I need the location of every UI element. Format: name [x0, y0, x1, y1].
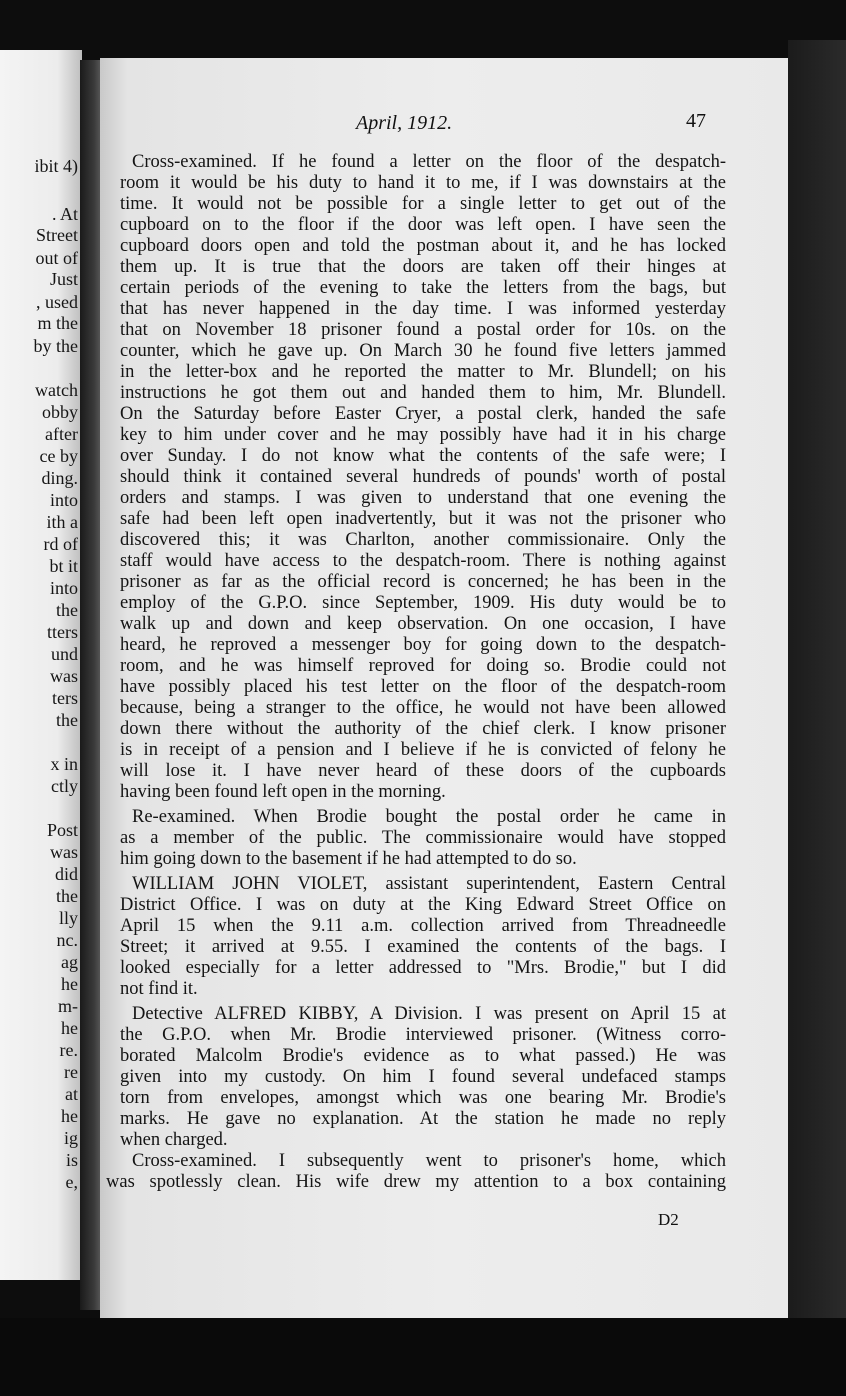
text-line: staff would have access to the despatch-room. There is nothing against: [120, 551, 726, 571]
page-number: 47: [686, 110, 706, 132]
facing-page-fragment: tters: [47, 622, 78, 642]
facing-page-fragment: ce by: [39, 446, 78, 466]
scan-background: [0, 1318, 846, 1396]
text-line: Cross-examined. If he found a letter on the floor of the despatch-: [132, 152, 726, 172]
text-line: the G.P.O. when Mr. Brodie interviewed prisoner. (Witness corro-: [120, 1025, 726, 1045]
text-line: time. It would not be possible for a single letter to get out of the: [120, 194, 726, 214]
text-line: Detective ALFRED KIBBY, A Division. I was present on April 15 at: [132, 1004, 726, 1024]
facing-page-fragment: ag: [61, 952, 78, 972]
facing-page-fragment: into: [49, 578, 78, 598]
facing-page-fragment: e,: [65, 1172, 78, 1192]
facing-page-fragment: was: [50, 842, 78, 862]
facing-page-fragment: re.: [59, 1040, 78, 1060]
facing-page-fragment: rd of: [43, 534, 78, 554]
facing-page-fragment: obby: [42, 402, 78, 422]
text-line: when charged.: [120, 1130, 228, 1150]
text-line: April 15 when the 9.11 a.m. collection arrived from Threadneedle: [120, 916, 726, 936]
page-edge-shadow: [788, 40, 846, 1330]
text-line: them up. It is true that the doors are taken off their hinges at: [120, 257, 726, 277]
facing-page-fragment: ctly: [51, 776, 78, 796]
facing-page-fragment: the: [56, 710, 78, 730]
text-line: because, being a stranger to the office, he would not have been allowed: [120, 698, 726, 718]
text-line: certain periods of the evening to take the letters from the bags, but: [120, 278, 726, 298]
text-line: in the letter-box and he reported the matter to Mr. Blundell; on his: [120, 362, 726, 382]
facing-page-fragment: re: [64, 1062, 78, 1082]
text-line: Street; it arrived at 9.55. I examined the contents of the bags. I: [120, 937, 726, 957]
text-line: heard, he reproved a messenger boy for going down to the despatch-: [120, 635, 726, 655]
facing-page-fragment: at: [65, 1084, 78, 1104]
facing-page-fragment: Just: [49, 269, 78, 289]
signature-mark: D2: [658, 1210, 679, 1229]
text-line: Re-examined. When Brodie bought the postal order he came in: [132, 807, 726, 827]
text-line: down there without the authority of the chief clerk. I know prisoner: [120, 719, 726, 739]
facing-page-fragment: ig: [63, 1128, 78, 1148]
facing-page-fragment: ding.: [41, 468, 78, 488]
text-line: looked especially for a letter addressed to "Mrs. Brodie," but I did: [120, 958, 726, 978]
text-line: instructions he got them out and handed them to him, Mr. Blundell.: [120, 383, 726, 403]
facing-page-fragment: is: [65, 1150, 78, 1170]
facing-page-fragment: bt it: [49, 556, 78, 576]
text-line: having been found left open in the morning.: [120, 782, 446, 802]
text-line: as a member of the public. The commissionaire would have stopped: [120, 828, 726, 848]
facing-page-fragment: ters: [52, 688, 78, 708]
text-line: walk up and down and keep observation. On one occasion, I have: [120, 614, 726, 634]
facing-page-fragment: Street: [36, 225, 78, 245]
text-line: room, and he was himself reproved for doing so. Brodie could not: [120, 656, 726, 676]
facing-page-fragment: he: [61, 974, 78, 994]
text-line: employ of the G.P.O. since September, 1909. His duty would be to: [120, 593, 726, 613]
text-line: was spotlessly clean. His wife drew my attention to a box containing: [106, 1172, 726, 1192]
text-line: should think it contained several hundreds of pounds' worth of postal: [120, 467, 726, 487]
facing-page-fragment: he: [61, 1018, 78, 1038]
text-line: not find it.: [120, 979, 198, 999]
text-line: WILLIAM JOHN VIOLET, assistant superintendent, Eastern Central: [132, 874, 726, 894]
facing-page-fragment: by the: [33, 336, 78, 356]
facing-page-fragment: m-: [58, 996, 78, 1016]
facing-page-fragment: was: [50, 666, 78, 686]
facing-page-fragment: the: [56, 886, 78, 906]
facing-page-fragment: x in: [50, 754, 78, 774]
facing-page-fragment: into: [49, 490, 78, 510]
text-line: him going down to the basement if he had attempted to do so.: [120, 849, 577, 869]
facing-page: [0, 50, 82, 1280]
text-line: orders and stamps. I was given to understand that one evening the: [120, 488, 726, 508]
text-line: Cross-examined. I subsequently went to prisoner's home, which: [132, 1151, 726, 1171]
text-line: torn from envelopes, amongst which was one bearing Mr. Brodie's: [120, 1088, 726, 1108]
text-line: is in receipt of a pension and I believe if he is convicted of felony he: [120, 740, 726, 760]
facing-page-fragment: he: [61, 1106, 78, 1126]
text-line: District Office. I was on duty at the King Edward Street Office on: [120, 895, 726, 915]
facing-page-fragment: did: [54, 864, 78, 884]
running-head-date: April, 1912.: [356, 112, 453, 134]
text-line: prisoner as far as the official record is concerned; he has been in the: [120, 572, 726, 592]
text-line: marks. He gave no explanation. At the station he made no reply: [120, 1109, 726, 1129]
text-line: counter, which he gave up. On March 30 he found five letters jammed: [120, 341, 726, 361]
facing-page-fragment: after: [45, 424, 78, 444]
text-line: borated Malcolm Brodie's evidence as to what passed.) He was: [120, 1046, 726, 1066]
facing-page-fragment: lly: [58, 908, 78, 928]
text-line: On the Saturday before Easter Cryer, a postal clerk, handed the safe: [120, 404, 726, 424]
text-line: that on November 18 prisoner found a postal order for 10s. on the: [120, 320, 726, 340]
facing-page-fragment: out of: [35, 248, 78, 268]
facing-page-fragment: ith a: [46, 512, 78, 532]
text-line: that has never happened in the day time. I was informed yesterday: [120, 299, 726, 319]
text-line: room it would be his duty to hand it to me, if I was downstairs at the: [120, 173, 726, 193]
facing-page-fragment: Post: [46, 820, 78, 840]
text-line: given into my custody. On him I found several undefaced stamps: [120, 1067, 726, 1087]
facing-page-fragment: , used: [36, 292, 78, 312]
text-line: will lose it. I have never heard of these doors of the cupboards: [120, 761, 726, 781]
text-line: have possibly placed his test letter on the floor of the despatch-room: [120, 677, 726, 697]
facing-page-fragment: the: [56, 600, 78, 620]
facing-page-fragment: ibit 4): [34, 156, 78, 176]
text-line: cupboard on to the floor if the door was left open. I have seen the: [120, 215, 726, 235]
text-line: over Sunday. I do not know what the contents of the safe were; I: [120, 446, 726, 466]
facing-page-fragment: m the: [37, 313, 78, 333]
text-line: key to him under cover and he may possibly have had it in his charge: [120, 425, 726, 445]
text-line: discovered this; it was Charlton, another commissionaire. Only the: [120, 530, 726, 550]
facing-page-fragment: nc.: [56, 930, 78, 950]
facing-page-fragment: . At: [51, 204, 78, 224]
text-line: cupboard doors open and told the postman about it, and he has locked: [120, 236, 726, 256]
facing-page-fragment: watch: [35, 380, 78, 400]
text-line: safe had been left open inadvertently, but it was not the prisoner who: [120, 509, 726, 529]
facing-page-fragment: und: [51, 644, 78, 664]
